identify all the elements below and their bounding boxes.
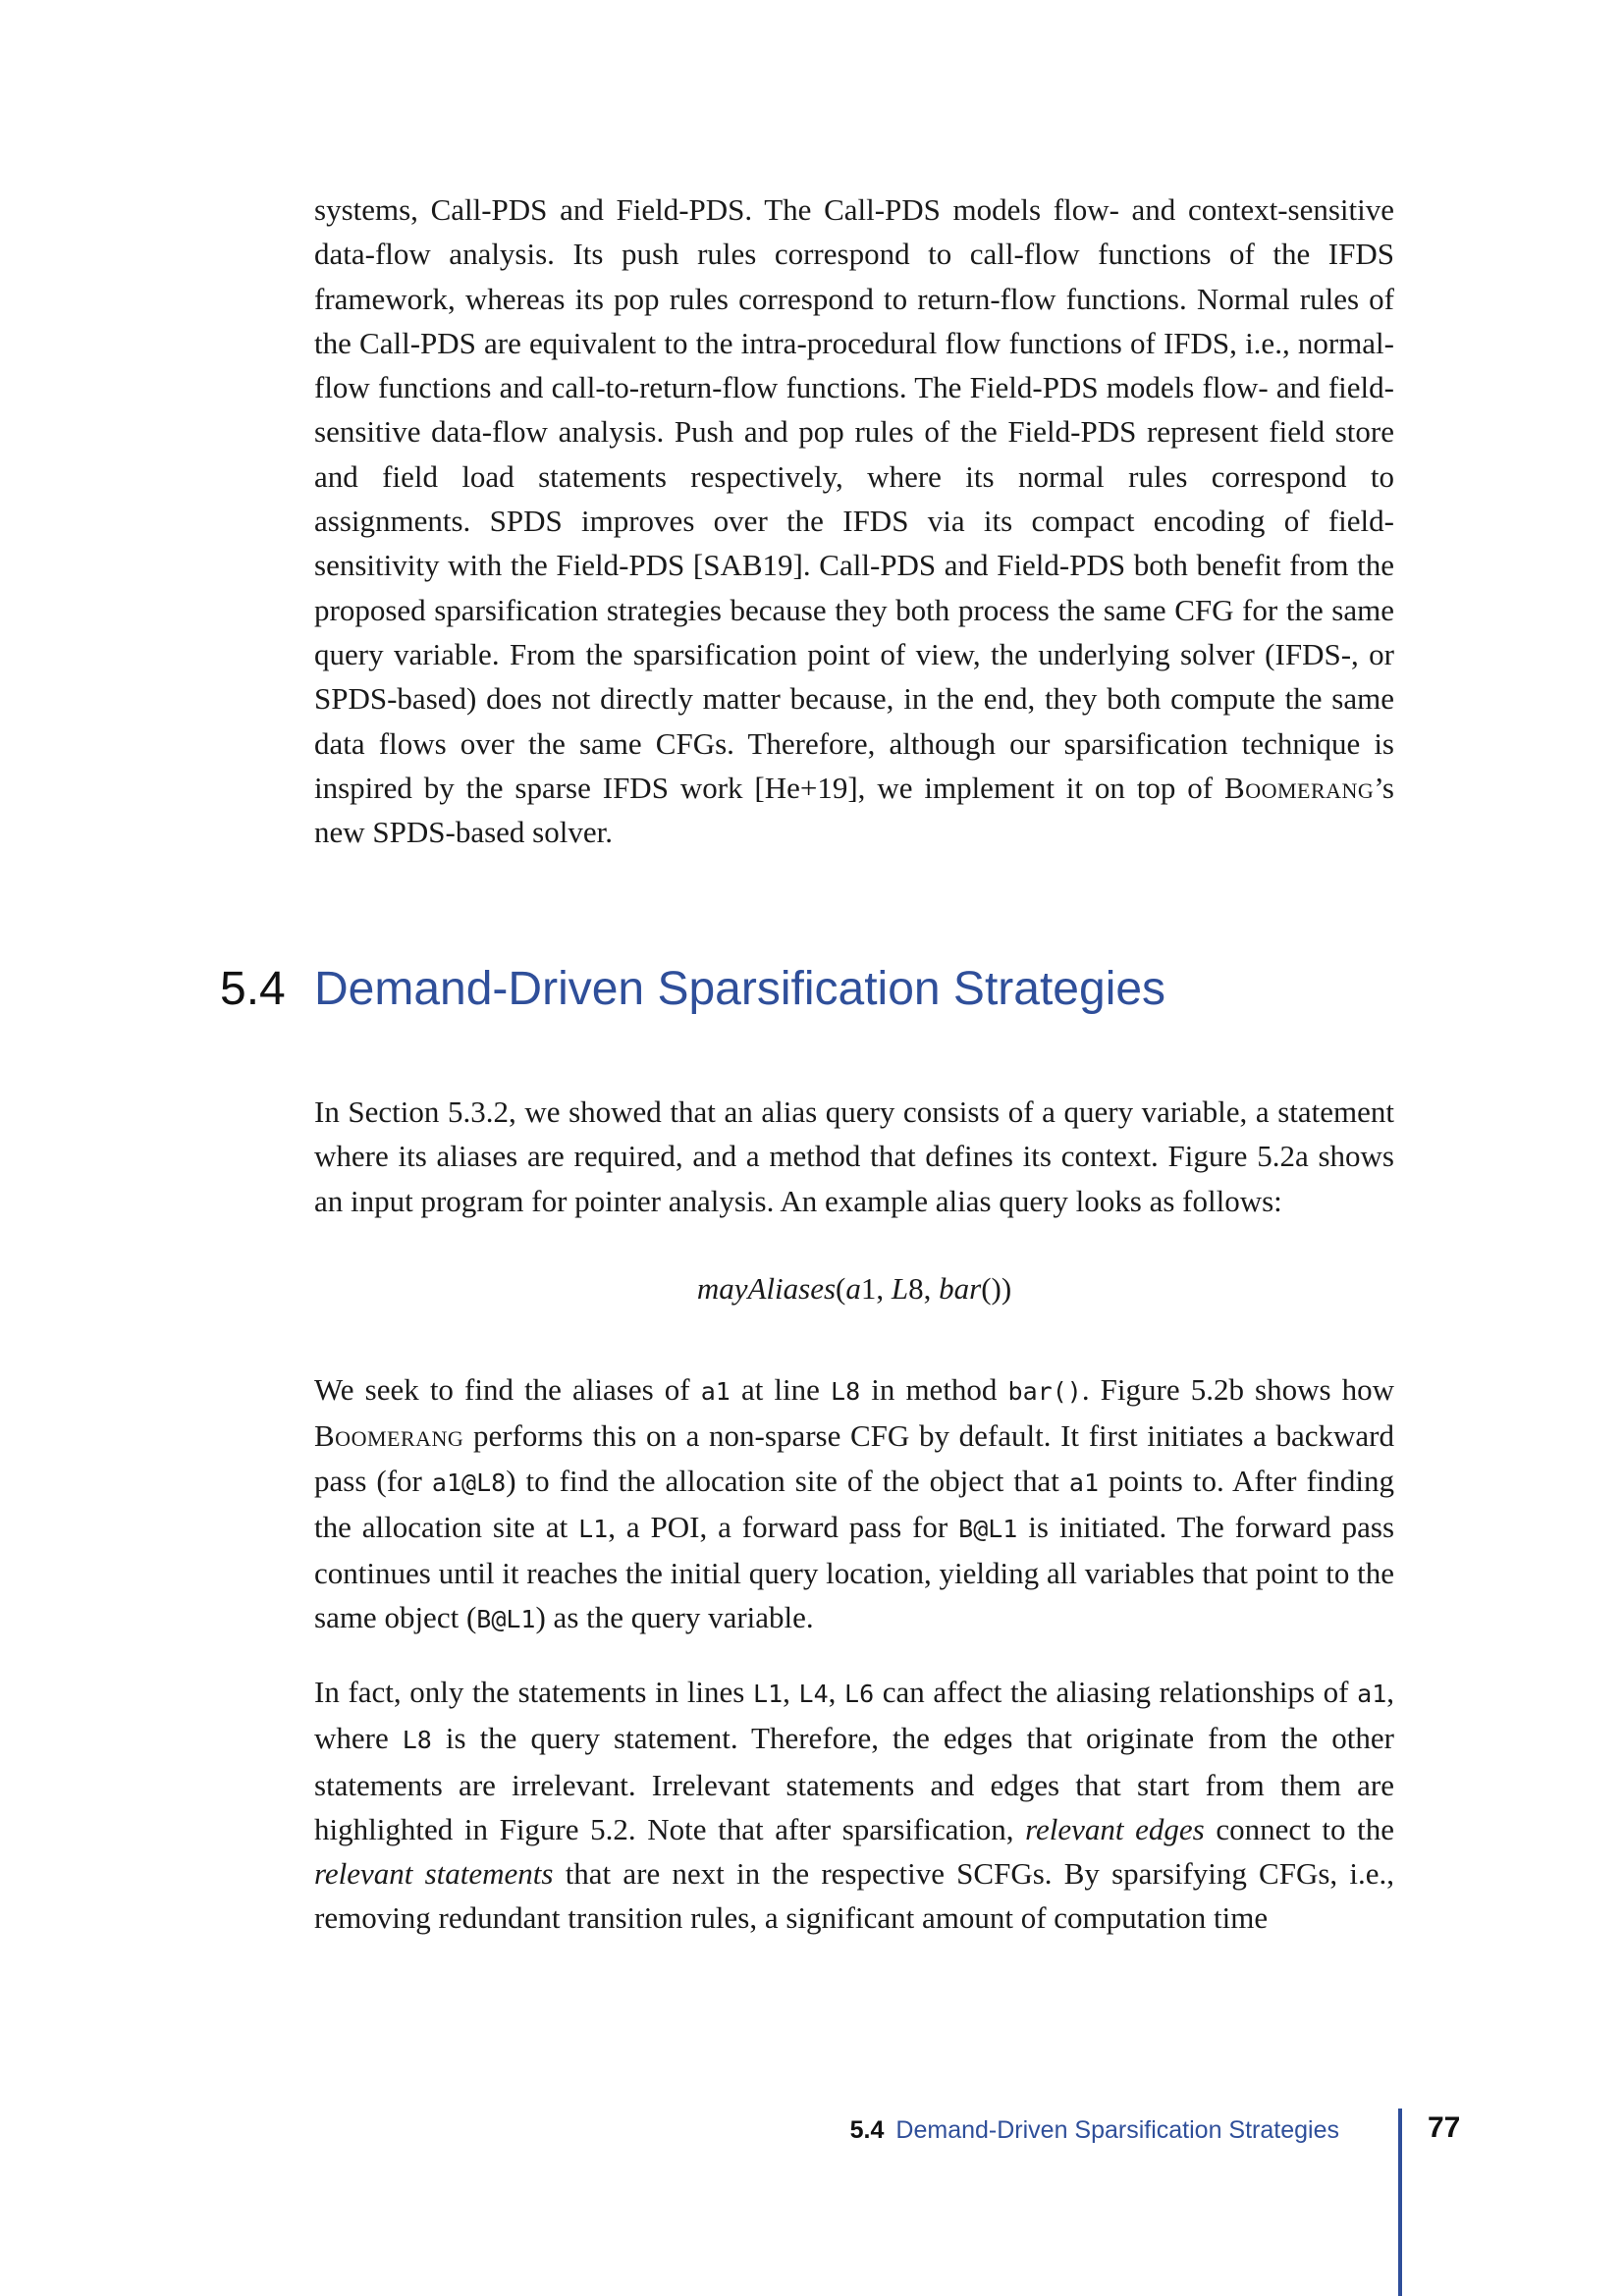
footer-rule xyxy=(1398,2109,1402,2296)
paragraph-relevant-statements: In fact, only the statements in lines L1, L4, L6 can affect the aliasing relationships of a1, where L8 is the query statement. Therefore, the edges that originate from the other statements are irrelevant. Irrelevant statements and edges that start from them are highlighted in Figure 5.2. Note that after sparsification, relevant edges connect to the relevant statements that are next in the respective SCFGs. By sparsifying CFGs, i.e., removing redundant transition rules, a significant amount of computation time xyxy=(314,1675,1395,1936)
emphasis-relevant-edges: relevant edges xyxy=(1025,1811,1205,1846)
code-l1: L1 xyxy=(578,1514,609,1543)
code-l6: L6 xyxy=(844,1680,875,1708)
paragraph-spds-overview xyxy=(314,187,1394,854)
code-a1: a1 xyxy=(1068,1468,1100,1497)
paragraph-alias-query xyxy=(314,1090,1394,1223)
code-b-at-l1: B@L1 xyxy=(476,1605,536,1634)
alias-query-equation: mayAliases(a1, L8, bar()) xyxy=(696,1271,1012,1306)
paragraph-text: systems, Call-PDS and Field-PDS. The Call-PDS models flow- and context-sensitive data-flow analysis. Its push rules correspond to call-flow functions of the IFDS framework, whereas its pop rules correspond to return-flow functions. Normal rules of the Call-PDS are equivalent to the intra-procedural flow functions of IFDS, i.e., normal-flow functions and call-to-return-flow functions. The Field-PDS models flow- and field-sensitive data-flow analysis. Push and pop rules of the Field-PDS represent field store and field load statements respectively, where its normal rules correspond to assignments. SPDS improves over the IFDS via its compact encoding of field-sensitivity with the Field-PDS [SAB19]. Call-PDS and Field-PDS both benefit from the proposed sparsification strategies because they both process the same CFG for the same query variable. From the sparsification point of view, the underlying solver (IFDS-, or SPDS-based) does not directly matter because, in the end, they both compute the same data flows over the same CFGs. Therefore, although our sparsification technique is inspired by the sparse IFDS work [He+19], we implement it on top of xyxy=(314,192,1394,805)
boomerang-name: Boomerang xyxy=(1224,770,1375,805)
boomerang-name: Boomerang xyxy=(314,1418,464,1454)
code-a1: a1 xyxy=(700,1377,731,1406)
section-number: 5.4 xyxy=(220,963,286,1015)
code-bar: bar() xyxy=(1007,1377,1082,1406)
section-heading xyxy=(220,960,1165,1019)
code-l4: L4 xyxy=(798,1680,829,1708)
code-a1-at-l8: a1@L8 xyxy=(431,1468,507,1497)
paragraph-text: ’s new SPDS-based solver. xyxy=(314,770,1394,850)
footer-section-title: Demand-Driven Sparsification Strategies xyxy=(895,2116,1339,2144)
footer-section-number: 5.4 xyxy=(849,2116,885,2144)
page-number: 77 xyxy=(1428,2111,1461,2144)
code-l8: L8 xyxy=(831,1377,861,1406)
running-footer xyxy=(850,2110,1339,2150)
code-b-at-l1: B@L1 xyxy=(958,1514,1018,1543)
code-a1: a1 xyxy=(1357,1680,1387,1708)
section-title: Demand-Driven Sparsification Strategies xyxy=(314,963,1166,1015)
equation-function: mayAliases xyxy=(696,1271,837,1306)
paragraph-text: In Section 5.3.2, we showed that an alias query consists of a query variable, a statement where its aliases are required, and a method that defines its context. Figure 5.2a shows an input program for pointer analysis. An example alias query looks as follows: xyxy=(314,1095,1394,1218)
emphasis-relevant-statements: relevant statements xyxy=(314,1856,554,1892)
code-l8: L8 xyxy=(402,1726,432,1755)
code-l1: L1 xyxy=(753,1680,784,1708)
paragraph-boomerang-process: We seek to find the aliases of a1 at line L8 in method bar(). Figure 5.2b shows how Boomerang performs this on a non-sparse CFG by default. It first initiates a backward pass (for a1@L8) to find the allocation site of the object that a1 points to. After finding the allocation site at L1, a POI, a forward pass for B@L1 is initiated. The forward pass continues until it reaches the initial query location, yielding all variables that point to the same object (B@L1) as the query variable. xyxy=(314,1372,1395,1635)
